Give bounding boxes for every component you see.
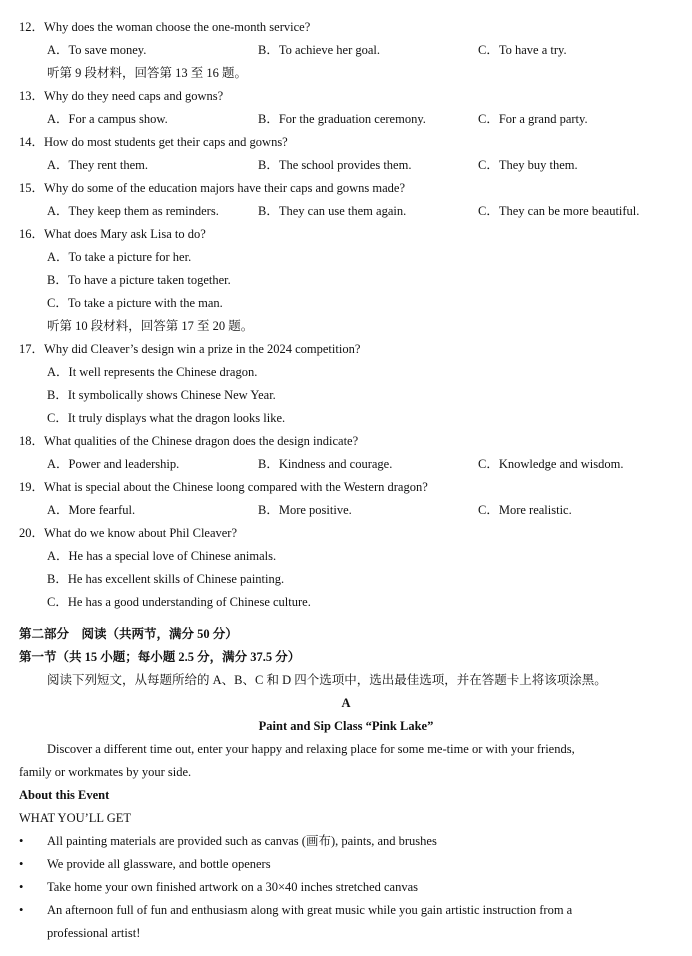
q14-option-b: B．The school provides them. [258, 158, 412, 172]
bullet-dot-4: • [19, 903, 24, 917]
q19-option-b: B．More positive. [258, 503, 352, 517]
q20-option-b: B．He has excellent skills of Chinese painting. [47, 572, 285, 586]
q12-option-a: A．To save money. [47, 43, 147, 57]
q14-option-a: A．They rent them. [47, 158, 149, 172]
question-14: 14．How do most students get their caps and gowns? [19, 135, 288, 149]
q17-option-a: A．It well represents the Chinese dragon. [47, 365, 258, 379]
instruction-seg10: 听第 10 段材料，回答第 17 至 20 题。 [47, 319, 254, 333]
q13-option-c: C．For a grand party. [478, 112, 588, 126]
q12-option-b: B．To achieve her goal. [258, 43, 380, 57]
q17-option-b: B．It symbolically shows Chinese New Year. [47, 388, 276, 402]
reading-directions: 阅读下列短文，从每题所给的 A、B、C 和 D 四个选项中，选出最佳选项，并在答题卡上将该项涂黑。 [47, 673, 607, 687]
question-12: 12．Why does the woman choose the one-month service? [19, 20, 311, 34]
q15-option-b: B．They can use them again. [258, 204, 407, 218]
bullet-dot-2: • [19, 857, 24, 871]
bullet-item-3: Take home your own finished artwork on a 30×40 inches stretched canvas [47, 880, 418, 894]
q19-option-a: A．More fearful. [47, 503, 136, 517]
q18-option-b: B．Kindness and courage. [258, 457, 393, 471]
question-16: 16．What does Mary ask Lisa to do? [19, 227, 206, 241]
question-18: 18．What qualities of the Chinese dragon does the design indicate? [19, 434, 359, 448]
q20-option-c: C．He has a good understanding of Chinese culture. [47, 595, 311, 609]
intro-line-2: family or workmates by your side. [19, 765, 192, 779]
q13-option-b: B．For the graduation ceremony. [258, 112, 426, 126]
bullet-item-1: All painting materials are provided such as canvas (画布), paints, and brushes [47, 834, 437, 848]
intro-line-1: Discover a different time out, enter your happy and relaxing place for some me-time or with your friends, [47, 742, 575, 756]
bullet-item-4-continued: professional artist! [47, 926, 141, 940]
q13-option-a: A．For a campus show. [47, 112, 168, 126]
question-17: 17．Why did Cleaver’s design win a prize in the 2024 competition? [19, 342, 361, 356]
q17-option-c: C．It truly displays what the dragon looks like. [47, 411, 286, 425]
question-13: 13．Why do they need caps and gowns? [19, 89, 224, 103]
q19-option-c: C．More realistic. [478, 503, 572, 517]
question-20: 20．What do we know about Phil Cleaver? [19, 526, 238, 540]
q20-option-a: A．He has a special love of Chinese animals. [47, 549, 277, 563]
instruction-seg9: 听第 9 段材料，回答第 13 至 16 题。 [47, 66, 248, 80]
q15-option-c: C．They can be more beautiful. [478, 204, 640, 218]
about-heading: About this Event [19, 788, 110, 802]
what-you-get-heading: WHAT YOU’LL GET [19, 811, 132, 825]
question-19: 19．What is special about the Chinese loong compared with the Western dragon? [19, 480, 428, 494]
q16-option-a: A．To take a picture for her. [47, 250, 192, 264]
q18-option-c: C．Knowledge and wisdom. [478, 457, 624, 471]
bullet-item-2: We provide all glassware, and bottle openers [47, 857, 271, 871]
q16-option-c: C．To take a picture with the man. [47, 296, 223, 310]
bullet-dot-1: • [19, 834, 24, 848]
q14-option-c: C．They buy them. [478, 158, 578, 172]
passage-title: Paint and Sip Class “Pink Lake” [258, 719, 434, 733]
part2-heading: 第二部分 阅读（共两节，满分 50 分） [19, 627, 238, 641]
bullet-dot-3: • [19, 880, 24, 894]
question-15: 15．Why do some of the education majors have their caps and gowns made? [19, 181, 406, 195]
q12-option-c: C．To have a try. [478, 43, 567, 57]
q18-option-a: A．Power and leadership. [47, 457, 180, 471]
q15-option-a: A．They keep them as reminders. [47, 204, 219, 218]
bullet-item-4: An afternoon full of fun and enthusiasm along with great music while you gain artistic instruction from a [47, 903, 573, 917]
q16-option-b: B．To have a picture taken together. [47, 273, 231, 287]
section1-heading: 第一节（共 15 小题；每小题 2.5 分，满分 37.5 分） [19, 650, 301, 664]
passage-letter: A [341, 696, 351, 710]
